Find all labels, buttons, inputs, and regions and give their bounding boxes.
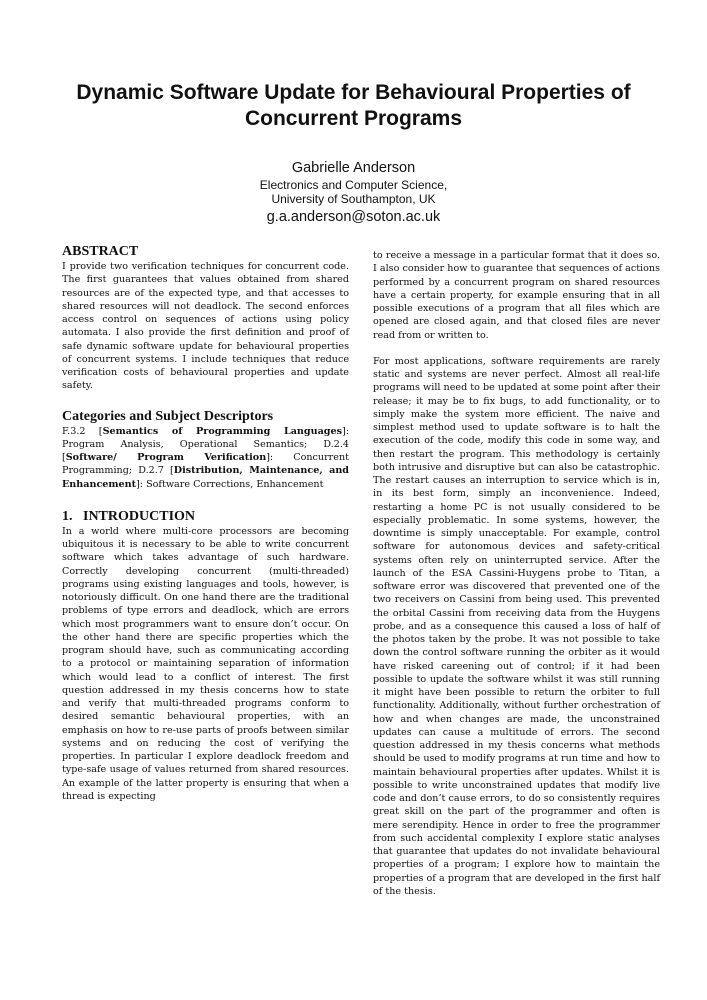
introduction-heading: 1. INTRODUCTION xyxy=(62,508,196,524)
abstract-text: I provide two verification techniques for concurrent code. The first guarantees that values obtained from shared resources are of the expected type, and that accesses to shared resources will not deadlock. The second enforces access control on sequences of actions using policy automata. I also provide the first definition and proof of safe dynamic software update for behavioural properties of concurrent systems. I include techniques that reduce verification costs of behavioural properties and update safety. xyxy=(62,261,349,392)
author-name: Gabrielle Anderson xyxy=(291,160,416,176)
category-text: F.3.2 [ xyxy=(62,425,103,437)
introduction-paragraph-2: For most applications, software requirements are rarely static and systems are never perfect. Almost all real-life programs will need to be updated at some point after their release; it may be to fix bugs, to add functionality, or to simply make the system more efficient. The naive and simplest method used to update software is to halt the execution of the code, modify this code in some way, and then restart the program. This methodology is certainly both intrusive and disruptive but can also be catastrophic. The restart causes an interruption to service which is in, in its best form, simply an inconvenience. Indeed, restarting a home PC is not usually considered to be especially problematic. In some systems, however, the downtime is simply unacceptable. For example, control software for autonomous devices and safety-critical systems often rely on uninterrupted service. After the launch of the ESA Cassini-Huygens probe to Titan, a software error was discovered that prevented one of the two receivers on Cassini from being used. This prevented the orbital Cassini from receiving data from the Huygens probe, and as a consequence this caused a loss of half of the photos taken by the probe. It was not possible to take down the control software running the orbiter as it would have risked careening out of control; if it had been possible to update the software whilst it was still running it might have been possible to return the orbiter to full functionality. Additionally, without further orchestration of how and when changes are made, the unconstrained updates can cause a multitude of errors. The second question addressed in my thesis concerns what methods should be used to modify programs at run time and how to maintain behavioural properties after updates. Whilst it is possible to write unconstrained updates that modify live code and don’t cause errors, to do so consistently requires great skill on the part of the programmer and often is mere serendipity. Hence in order to free the programmer from such accidental complexity I explore static analyses that guarantee that updates do not invalidate behavioural properties of a program; I explore how to maintain the properties of a program that are developed in the first half of the thesis. xyxy=(373,355,660,897)
category-text: ]: Software Corrections, Enhancement xyxy=(136,478,324,490)
left-column xyxy=(62,244,349,803)
abstract-heading: ABSTRACT xyxy=(62,244,139,259)
introduction-paragraph-1-continued: to receive a message in a particular format that it does so. I also consider how to guarantee that sequences of actions performed by a concurrent program on shared resources have a certain property, for example ensuring that in all possible executions of a program that all files which are opened are closed again, and that closed files are never read from or written to. xyxy=(373,250,660,341)
category-bold: Semantics of Programming Languages xyxy=(102,425,343,437)
author-affiliation-dept: Electronics and Computer Science, xyxy=(259,178,448,192)
author-affiliation-university: University of Southampton, UK xyxy=(271,192,436,206)
paper-title: Dynamic Software Update for Behavioural Properties of Concurrent Programs xyxy=(76,81,631,130)
categories-text xyxy=(62,425,349,491)
category-bold: Distribution, Maintenance, and Enhancement xyxy=(62,465,349,490)
category-text: ]: Concurrent Programming; D.2.7 [ xyxy=(62,452,349,477)
category-text: ]: Program Analysis, Operational Semantics; D.2.4 [ xyxy=(62,425,349,463)
introduction-paragraph-1: In a world where multi-core processors are becoming ubiquitous it is necessary to be able to write concurrent software which takes advantage of such hardware. Correctly developing concurrent (multi-threaded) programs using existing languages and tools, however, is notoriously difficult. On one hand there are the traditional problems of type errors and deadlock, which are errors which most programmers want to ensure don’t occur. On the other hand there are specific properties which the program should have, such as communicating according to a protocol or maintaining separation of information which would lead to a conflict of interest. The first question addressed in my thesis concerns how to state and verify that multi-threaded programs conform to desired semantic behavioural properties, with an emphasis on how to re-use parts of proofs between similar systems and on reducing the cost of verifying the properties. In particular I explore deadlock freedom and type-safe usage of values returned from shared resources. An example of the latter property is ensuring that when a thread is expecting xyxy=(62,525,349,802)
right-column xyxy=(373,249,660,898)
categories-heading: Categories and Subject Descriptors xyxy=(62,408,274,424)
author-email: g.a.anderson@soton.ac.uk xyxy=(266,209,441,225)
category-bold: Software/ Program Verification xyxy=(65,452,267,463)
